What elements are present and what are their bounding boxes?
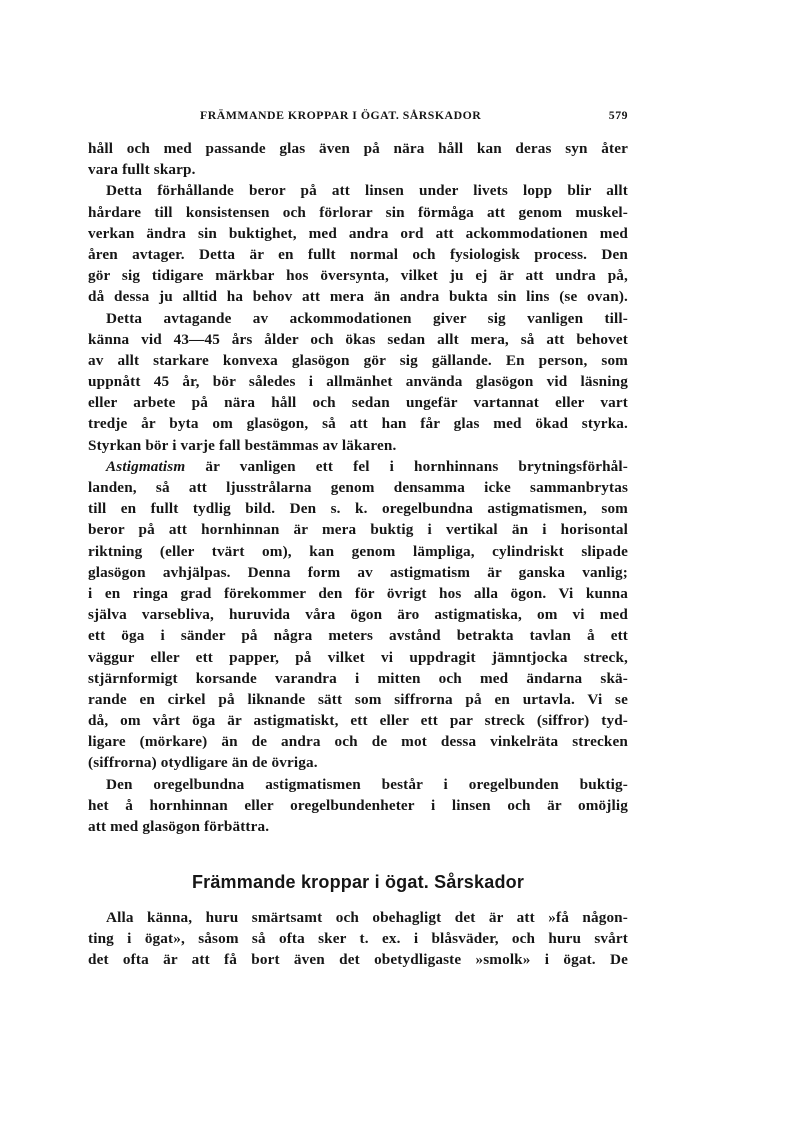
- text-line: beror på att hornhinnan är mera buktig i vertikal än i horisontal: [88, 521, 628, 539]
- text-line: tredje år byta om glasögon, så att han får glas med ökad styrka.: [88, 415, 628, 433]
- text-line: själva varsebliva, huruvida våra ögon äro astigmatiska, om vi med: [88, 606, 628, 624]
- text-line: eller arbete på nära håll och sedan ungefär vartannat eller vart: [88, 394, 628, 412]
- running-title: FRÄMMANDE KROPPAR I ÖGAT. SÅRSKADOR: [200, 108, 482, 122]
- text-line: verkan ändra sin buktighet, med andra ord att ackommodationen med: [88, 224, 628, 242]
- text-line: stjärnformigt korsande varandra i mitten och med ändarna skä-: [88, 669, 628, 687]
- text-line: glasögon avhjälpas. Denna form av astigmatism är ganska vanlig;: [88, 563, 628, 581]
- text-line: i en ringa grad förekommer den för övrigt hos alla ögon. Vi kunna: [88, 584, 628, 602]
- text-line: het å hornhinnan eller oregelbundenheter i linsen och är omöjlig: [88, 796, 628, 814]
- text-line: (siffrorna) otydligare än de övriga.: [88, 754, 318, 772]
- text-line: Detta avtagande av ackommodationen giver sig vanligen till-: [106, 309, 628, 327]
- text-line: ett öga i sänder på några meters avstånd betrakta tavlan å ett: [88, 627, 628, 645]
- text-line: väggur eller ett papper, på vilket vi uppdragit jämntjocka streck,: [88, 648, 628, 666]
- text-line: till en fullt tydlig bild. Den s. k. oregelbundna astigmatismen, som: [88, 500, 628, 518]
- term-astigmatism: Astigmatism: [106, 457, 186, 475]
- page-number: 579: [608, 108, 628, 122]
- text-line: ligare (mörkare) än de andra och de mot dessa vinkelräta strecken: [88, 733, 628, 751]
- page-header: [88, 108, 628, 124]
- text-line: hårdare till konsistensen och förlorar sin förmåga att genom muskel-: [88, 203, 628, 221]
- text-line: ting i ögat», såsom så ofta sker t. ex. i blåsväder, och huru svårt: [88, 930, 628, 948]
- text-line: Detta förhållande beror på att linsen under livets lopp blir allt: [106, 182, 628, 200]
- text-line: åren avtager. Detta är en fullt normal och fysiologisk process. Den: [88, 245, 628, 263]
- text-line: av allt starkare konvexa glasögon gör sig gällande. En person, som: [88, 351, 628, 369]
- text-line: [88, 456, 628, 477]
- text-line: landen, så att ljusstrålarna genom densamma icke sammanbrytas: [88, 479, 628, 496]
- section-text: [88, 907, 628, 971]
- text-line: uppnått 45 år, bör således i allmänhet använda glasögon vid läsning: [88, 373, 628, 391]
- text-line: att med glasögon förbättra.: [88, 818, 270, 835]
- text-line: vara fullt skarp.: [88, 161, 196, 179]
- body-text: [88, 138, 628, 837]
- text-line: riktning (eller tvärt om), kan genom lämpliga, cylindriskt slipade: [88, 542, 628, 560]
- text-line: då, om vårt öga är astigmatiskt, ett eller ett par streck (siffror) tyd-: [88, 712, 628, 730]
- text-line: Den oregelbundna astigmatismen består i oregelbunden buktig-: [106, 775, 628, 793]
- text-line: Alla känna, huru smärtsamt och obehagligt det är att »få någon-: [106, 909, 628, 926]
- text-line: då dessa ju alltid ha behov att mera än andra bukta sin lins (se ovan).: [88, 288, 628, 306]
- text-line: håll och med passande glas även på nära håll kan deras syn åter: [88, 140, 628, 157]
- text-line: gör sig tidigare märkbar hos översynta, vilket ju ej är att undra på,: [88, 267, 628, 285]
- text-fragment: är vanligen ett fel i hornhinnans brytningsförhål-: [185, 457, 628, 475]
- text-line: känna vid 43—45 års ålder och ökas sedan allt mera, så att behovet: [88, 330, 628, 348]
- section-heading: Främmande kroppar i ögat. Sårskador: [191, 872, 525, 892]
- text-line: det ofta är att få bort även det obetydligaste »smolk» i ögat. De: [88, 951, 628, 969]
- text-line: Styrkan bör i varje fall bestämmas av läkaren.: [88, 436, 397, 454]
- text-line: rande en cirkel på liknande sätt som siffrorna på en urtavla. Vi se: [88, 690, 628, 708]
